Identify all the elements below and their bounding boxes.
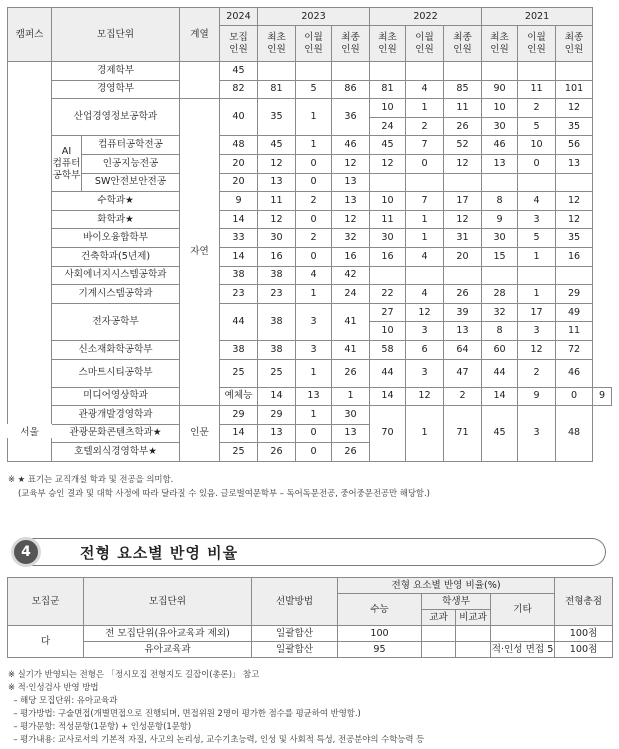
- cell: 12: [556, 192, 593, 211]
- cell: 0: [296, 247, 332, 266]
- cell: 32: [332, 229, 370, 248]
- header-campus: 캠퍼스: [8, 8, 52, 62]
- cell: 45: [370, 136, 406, 155]
- cell: 46: [556, 359, 593, 387]
- field-cell-art: 예체능: [220, 387, 258, 406]
- cell: 46: [482, 136, 518, 155]
- table-row: [8, 266, 612, 285]
- cell: 12: [556, 210, 593, 229]
- cell: 15: [482, 247, 518, 266]
- unit-cell: 전 모집단위(유아교육과 제외): [84, 626, 252, 642]
- cell: 14: [220, 424, 258, 443]
- cell: 4: [518, 192, 556, 211]
- cell: 44: [370, 359, 406, 387]
- cell: 0: [296, 424, 332, 443]
- cell: 25: [258, 359, 296, 387]
- cell: 11: [370, 210, 406, 229]
- cell: 27: [370, 303, 406, 322]
- cell: 38: [258, 266, 296, 285]
- method-cell: 일괄합산: [252, 642, 338, 658]
- cell: 1: [296, 99, 332, 136]
- cell: 16: [258, 247, 296, 266]
- cell: 4: [406, 285, 444, 304]
- unit-cell: 경영학부: [52, 80, 180, 99]
- cell: 25: [220, 443, 258, 462]
- unit-cell: 수학과★: [52, 192, 180, 211]
- cell: 26: [332, 359, 370, 387]
- merged-cell: 70: [370, 406, 406, 462]
- cell: 17: [518, 303, 556, 322]
- cell: 16: [370, 247, 406, 266]
- cell: 47: [444, 359, 482, 387]
- cell: 16: [556, 247, 593, 266]
- cell: 3: [518, 322, 556, 341]
- header-school: 학생부: [422, 594, 491, 610]
- cell: 0: [556, 387, 593, 406]
- cell: 23: [220, 285, 258, 304]
- cell: 0: [296, 173, 332, 192]
- cell: 1: [518, 285, 556, 304]
- cell: 2: [296, 192, 332, 211]
- table-row: [8, 99, 612, 118]
- cell: 7: [406, 192, 444, 211]
- header-first: 최초 인원: [258, 26, 296, 62]
- cell: 14: [220, 210, 258, 229]
- cell: 13: [332, 173, 370, 192]
- cell: 30: [332, 406, 370, 425]
- cell: 1: [332, 387, 370, 406]
- cell: 1: [406, 210, 444, 229]
- cell: 36: [332, 99, 370, 136]
- cell: 5: [518, 229, 556, 248]
- header-carry: 이월 인원: [406, 26, 444, 62]
- cell: 0: [296, 210, 332, 229]
- unit-cell: 스마트시티공학부: [52, 359, 180, 387]
- header-csat: 수능: [338, 594, 422, 626]
- csat-cell: 95: [338, 642, 422, 658]
- cell: 29: [220, 406, 258, 425]
- cell: 20: [220, 173, 258, 192]
- cell: 35: [258, 99, 296, 136]
- cell: 16: [332, 247, 370, 266]
- cell: 41: [332, 303, 370, 340]
- header-first: 최초 인원: [482, 26, 518, 62]
- cell: 2: [518, 359, 556, 387]
- field-cell-hum: 인문: [180, 406, 220, 462]
- header-final: 최종 인원: [332, 26, 370, 62]
- cell: 12: [518, 340, 556, 359]
- cell: 0: [296, 154, 332, 173]
- cell: 13: [332, 192, 370, 211]
- ai-group-cell: AI 컴퓨터 공학부: [52, 136, 82, 192]
- cell: 3: [518, 210, 556, 229]
- header-2023: 2023: [258, 8, 370, 26]
- cell: 44: [482, 359, 518, 387]
- cell: 45: [258, 136, 296, 155]
- cell: 3: [296, 340, 332, 359]
- table-row: [8, 359, 612, 387]
- cell: 13: [296, 387, 332, 406]
- cell: 14: [220, 247, 258, 266]
- cell: 2: [444, 387, 482, 406]
- header-field: 계열: [180, 8, 220, 62]
- cell: 14: [482, 387, 518, 406]
- cell: 5: [518, 117, 556, 136]
- cell: 13: [444, 322, 482, 341]
- cell: 10: [518, 136, 556, 155]
- header-group: 모집군: [8, 578, 84, 626]
- header-2021: 2021: [482, 8, 593, 26]
- cell: 12: [370, 154, 406, 173]
- cell: 30: [482, 229, 518, 248]
- cell: 40: [220, 99, 258, 136]
- field-cell: [180, 62, 220, 99]
- note-6: – 평가내용: 교사로서의 기본적 자질, 사고의 논리성, 교수기초능력, 인성 및 사회적 특성, 전공분야의 수학능력 등: [8, 734, 425, 744]
- header-final: 최종 인원: [556, 26, 593, 62]
- cell: 25: [220, 359, 258, 387]
- cell: 8: [482, 322, 518, 341]
- header-nonsubject: 비교과: [456, 610, 491, 626]
- note-3: – 해당 모집단위: 유아교육과: [8, 695, 118, 705]
- table-row: [8, 340, 612, 359]
- cell: 41: [332, 340, 370, 359]
- table-row: [8, 154, 612, 173]
- other-cell: 적·인성 면접 5: [491, 642, 555, 658]
- cell: 0: [296, 443, 332, 462]
- cell: 20: [444, 247, 482, 266]
- header-method: 선발방법: [252, 578, 338, 626]
- cell: 12: [258, 210, 296, 229]
- cell: 14: [370, 387, 406, 406]
- table-row: [8, 303, 612, 322]
- cell: 1: [296, 359, 332, 387]
- cell: 60: [482, 340, 518, 359]
- cell: 26: [444, 117, 482, 136]
- cell: 13: [482, 154, 518, 173]
- header-ratio: 전형 요소별 반영 비율(%): [338, 578, 555, 594]
- total-cell: 100점: [555, 626, 613, 642]
- cell: 23: [258, 285, 296, 304]
- cell: 64: [444, 340, 482, 359]
- cell: 48: [220, 136, 258, 155]
- cell: 12: [444, 210, 482, 229]
- header-total: 전형총점: [555, 578, 613, 626]
- merged-cell: 45: [482, 406, 518, 462]
- merged-cell: 48: [556, 406, 593, 462]
- cell: 13: [556, 154, 593, 173]
- campus-seoul-label: 서울: [7, 424, 52, 438]
- table-row: [8, 285, 612, 304]
- unit-cell: 관광개발경영학과: [52, 406, 180, 425]
- cell: 28: [482, 285, 518, 304]
- cell: 38: [258, 340, 296, 359]
- footnote-2: (교육부 승인 결과 및 대학 사정에 따라 달라질 수 있음. 글로벌여문학부 – 독어독문전공, 중어중문전공만 해당함.): [18, 488, 430, 498]
- cell: 39: [444, 303, 482, 322]
- header-recruit: 모집 인원: [220, 26, 258, 62]
- cell: 3: [296, 303, 332, 340]
- cell: 2: [518, 99, 556, 118]
- header-subject: 교과: [422, 610, 456, 626]
- cell: 35: [556, 117, 593, 136]
- cell: 58: [370, 340, 406, 359]
- cell: 9: [482, 210, 518, 229]
- unit-cell: 호텔외식경영학부★: [52, 443, 180, 462]
- cell: 11: [518, 80, 556, 99]
- cell: 1: [406, 99, 444, 118]
- unit-cell: 미디어영상학과: [52, 387, 180, 406]
- cell: 10: [370, 99, 406, 118]
- cell: 81: [370, 80, 406, 99]
- header-2024: 2024: [220, 8, 258, 26]
- cell: 7: [406, 136, 444, 155]
- unit-cell: 컴퓨터공학전공: [82, 136, 180, 155]
- field-cell-nature: 자연: [180, 99, 220, 406]
- cell: 4: [406, 80, 444, 99]
- header-first: 최초 인원: [370, 26, 406, 62]
- unit-cell: 산업경영정보공학과: [52, 99, 180, 136]
- unit-cell: 건축학과(5년제): [52, 247, 180, 266]
- cell: 1: [296, 285, 332, 304]
- cell: 14: [258, 387, 296, 406]
- table-row: [8, 387, 612, 406]
- note-5: – 평가문항: 적성문항(1문항) + 인성문항(1문항): [8, 721, 192, 731]
- cell: 38: [220, 340, 258, 359]
- cell: 1: [296, 136, 332, 155]
- cell: 2: [406, 117, 444, 136]
- cell: 11: [556, 322, 593, 341]
- cell: 35: [556, 229, 593, 248]
- cell: 1: [518, 247, 556, 266]
- table-row: [8, 626, 613, 642]
- section-number: 4: [11, 537, 41, 567]
- unit-cell: 인공지능전공: [82, 154, 180, 173]
- unit-cell: 전자공학부: [52, 303, 180, 340]
- cell: 10: [370, 192, 406, 211]
- table-row: [8, 247, 612, 266]
- cell: 29: [556, 285, 593, 304]
- cell: 20: [220, 154, 258, 173]
- cell: 101: [556, 80, 593, 99]
- cell: 45: [220, 62, 258, 81]
- cell: 46: [332, 136, 370, 155]
- cell: 11: [444, 99, 482, 118]
- unit-cell: 유아교육과: [84, 642, 252, 658]
- cell: 33: [220, 229, 258, 248]
- section-header: [8, 534, 608, 570]
- cell: 5: [296, 80, 332, 99]
- note-1: ※ 실기가 반영되는 전형은 「정시모집 전형지도 길잡이(총론)」 참고: [8, 669, 260, 679]
- group-cell: 다: [8, 626, 84, 658]
- header-carry: 이월 인원: [296, 26, 332, 62]
- other-cell: [491, 626, 555, 642]
- cell: 30: [482, 117, 518, 136]
- unit-cell: 관광문화콘텐츠학과★: [52, 424, 180, 443]
- header-final: 최종 인원: [444, 26, 482, 62]
- cell: 85: [444, 80, 482, 99]
- table-row: [8, 192, 612, 211]
- cell: 26: [332, 443, 370, 462]
- table-row: [8, 229, 612, 248]
- cell: 81: [258, 80, 296, 99]
- cell: 90: [482, 80, 518, 99]
- cell: 0: [518, 154, 556, 173]
- cell: 13: [258, 173, 296, 192]
- header-2022: 2022: [370, 8, 482, 26]
- cell: 17: [444, 192, 482, 211]
- cell: 1: [406, 229, 444, 248]
- method-cell: 일괄합산: [252, 626, 338, 642]
- cell: 12: [444, 154, 482, 173]
- cell: 9: [593, 387, 612, 406]
- cell: 42: [332, 266, 370, 285]
- cell: 30: [370, 229, 406, 248]
- cell: 0: [406, 154, 444, 173]
- cell: 2: [296, 229, 332, 248]
- cell: 22: [370, 285, 406, 304]
- table-row: [8, 406, 612, 425]
- cell: 3: [406, 359, 444, 387]
- unit-cell: 바이오융합학부: [52, 229, 180, 248]
- cell: 6: [406, 340, 444, 359]
- cell: 12: [406, 387, 444, 406]
- header-unit: 모집단위: [84, 578, 252, 626]
- cell: 13: [332, 424, 370, 443]
- cell: 24: [370, 117, 406, 136]
- cell: 44: [220, 303, 258, 340]
- unit-cell: 신소재화학공학부: [52, 340, 180, 359]
- cell: 9: [518, 387, 556, 406]
- cell: 29: [258, 406, 296, 425]
- cell: 72: [556, 340, 593, 359]
- merged-cell: 1: [406, 406, 444, 462]
- cell: 9: [220, 192, 258, 211]
- table-row: [8, 136, 612, 155]
- cell: 32: [482, 303, 518, 322]
- table-row: [8, 642, 613, 658]
- cell: 4: [296, 266, 332, 285]
- cell: 12: [406, 303, 444, 322]
- header-other: 기타: [491, 594, 555, 626]
- cell: 52: [444, 136, 482, 155]
- cell: 82: [220, 80, 258, 99]
- footnote-1: ※ ★ 표기는 교직개설 학과 및 전공을 의미함.: [8, 474, 174, 484]
- unit-cell: SW안전보안전공: [82, 173, 180, 192]
- cell: 49: [556, 303, 593, 322]
- cell: 38: [220, 266, 258, 285]
- cell: 26: [258, 443, 296, 462]
- cell: 4: [406, 247, 444, 266]
- admission-history-table: [7, 7, 612, 462]
- merged-cell: 3: [518, 406, 556, 462]
- cell: 1: [296, 406, 332, 425]
- cell: 12: [332, 154, 370, 173]
- section-title: 전형 요소별 반영 비율: [80, 544, 239, 562]
- table-row: [8, 210, 612, 229]
- unit-cell: 사회에너지시스템공학과: [52, 266, 180, 285]
- unit-cell: 경제학부: [52, 62, 180, 81]
- merged-cell: 71: [444, 406, 482, 462]
- cell: 3: [406, 322, 444, 341]
- cell: 12: [556, 99, 593, 118]
- cell: 24: [332, 285, 370, 304]
- table-row: [8, 80, 612, 99]
- cell: 26: [444, 285, 482, 304]
- table-row: [8, 173, 612, 192]
- cell: 10: [370, 322, 406, 341]
- cell: 30: [258, 229, 296, 248]
- cell: 38: [258, 303, 296, 340]
- note-2: ※ 적·인성검사 반영 방법: [8, 682, 99, 692]
- cell: 31: [444, 229, 482, 248]
- header-carry: 이월 인원: [518, 26, 556, 62]
- total-cell: 100점: [555, 642, 613, 658]
- cell: 86: [332, 80, 370, 99]
- unit-cell: 화학과★: [52, 210, 180, 229]
- cell: 8: [482, 192, 518, 211]
- cell: 12: [258, 154, 296, 173]
- cell: 56: [556, 136, 593, 155]
- cell: 10: [482, 99, 518, 118]
- ratio-table: [7, 577, 613, 658]
- unit-cell: 기계시스템공학과: [52, 285, 180, 304]
- csat-cell: 100: [338, 626, 422, 642]
- campus-cell: [8, 62, 52, 462]
- header-unit: 모집단위: [52, 8, 180, 62]
- cell: 11: [258, 192, 296, 211]
- cell: 12: [332, 210, 370, 229]
- note-4: – 평가방법: 구술면접(개별면접으로 진행되며, 면접위원 2명이 평가한 점수를 평균하여 반영함.): [8, 708, 361, 718]
- cell: 13: [258, 424, 296, 443]
